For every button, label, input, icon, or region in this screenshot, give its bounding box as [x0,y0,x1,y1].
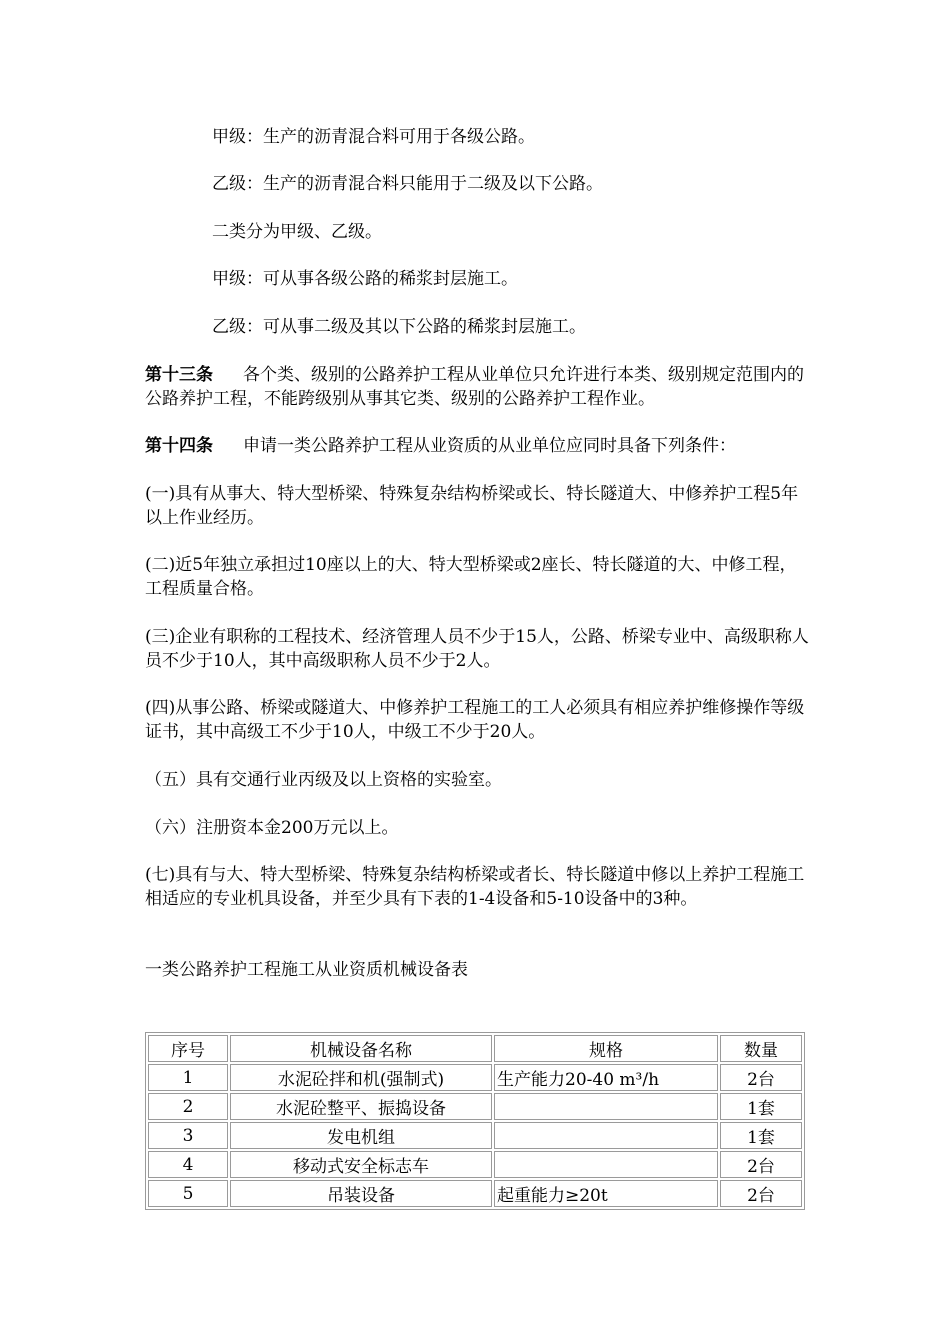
table-cell: 水泥砼整平、振捣设备 [230,1093,492,1120]
table-cell: 水泥砼拌和机(强制式) [230,1064,492,1091]
condition-item: （五）具有交通行业丙级及以上资格的实验室。 [145,770,502,790]
article-text: 申请一类公路养护工程从业资质的从业单位应同时具备下列条件： [243,436,736,456]
article-text: 各个类、级别的公路养护工程从业单位只允许进行本类、级别规定范围内的公路养护工程，不能跨级别从事其它类、级别的公路养护工程作业。 [145,365,804,409]
table-cell: 发电机组 [230,1122,492,1149]
grade-line: 甲级：可从事各级公路的稀浆封层施工。 [212,269,518,289]
table-cell: 2台 [720,1180,802,1207]
table-cell: 1套 [720,1093,802,1120]
table-cell [494,1151,718,1178]
table-row [148,1064,802,1091]
table-cell: 起重能力≥20t [494,1180,718,1207]
table-cell: 1 [148,1064,228,1091]
condition-item: (七)具有与大、特大型桥梁、特殊复杂结构桥梁或者长、特长隧道中修以上养护工程施工相适应的专业机具设备，并至少具有下表的1-4设备和5-10设备中的3种。 [145,865,805,909]
header-cell: 机械设备名称 [230,1035,492,1062]
article-label: 第十四条 [145,436,213,456]
table-cell: 2 [148,1093,228,1120]
table-cell: 3 [148,1122,228,1149]
equipment-table [145,1032,805,1210]
table-cell: 移动式安全标志车 [230,1151,492,1178]
header-cell: 数量 [720,1035,802,1062]
table-cell: 1套 [720,1122,802,1149]
article-13 [145,363,810,411]
table-cell: 生产能力20-40 m³/h [494,1064,718,1091]
condition-item: (二)近5年独立承担过10座以上的大、特大型桥梁或2座长、特长隧道的大、中修工程，工程质量合格。 [145,555,797,599]
table-cell [494,1122,718,1149]
table-row [148,1180,802,1207]
grade-line: 乙级：可从事二级及其以下公路的稀浆封层施工。 [212,317,586,337]
table-header-row [148,1035,802,1062]
header-cell: 序号 [148,1035,228,1062]
table-cell: 吊装设备 [230,1180,492,1207]
condition-item: (三)企业有职称的工程技术、经济管理人员不少于15人，公路、桥梁专业中、高级职称人员不少于10人，其中高级职称人员不少于2人。 [145,627,809,671]
condition-item: (一)具有从事大、特大型桥梁、特殊复杂结构桥梁或长、特长隧道大、中修养护工程5年以上作业经历。 [145,484,799,528]
table-title: 一类公路养护工程施工从业资质机械设备表 [145,960,468,980]
condition-item: （六）注册资本金200万元以上。 [145,818,399,838]
table-cell: 5 [148,1180,228,1207]
article-label: 第十三条 [145,365,213,385]
grade-line: 二类分为甲级、乙级。 [212,222,382,242]
article-14 [145,434,810,458]
table-row [148,1122,802,1149]
table-row [148,1151,802,1178]
table-cell: 2台 [720,1151,802,1178]
condition-item: (四)从事公路、桥梁或隧道大、中修养护工程施工的工人必须具有相应养护维修操作等级证书，其中高级工不少于10人，中级工不少于20人。 [145,698,805,742]
grade-line: 乙级：生产的沥青混合料只能用于二级及以下公路。 [212,174,603,194]
header-cell: 规格 [494,1035,718,1062]
table-cell: 4 [148,1151,228,1178]
grade-line: 甲级：生产的沥青混合料可用于各级公路。 [212,127,535,147]
table-row [148,1093,802,1120]
table-cell: 2台 [720,1064,802,1091]
table-cell [494,1093,718,1120]
